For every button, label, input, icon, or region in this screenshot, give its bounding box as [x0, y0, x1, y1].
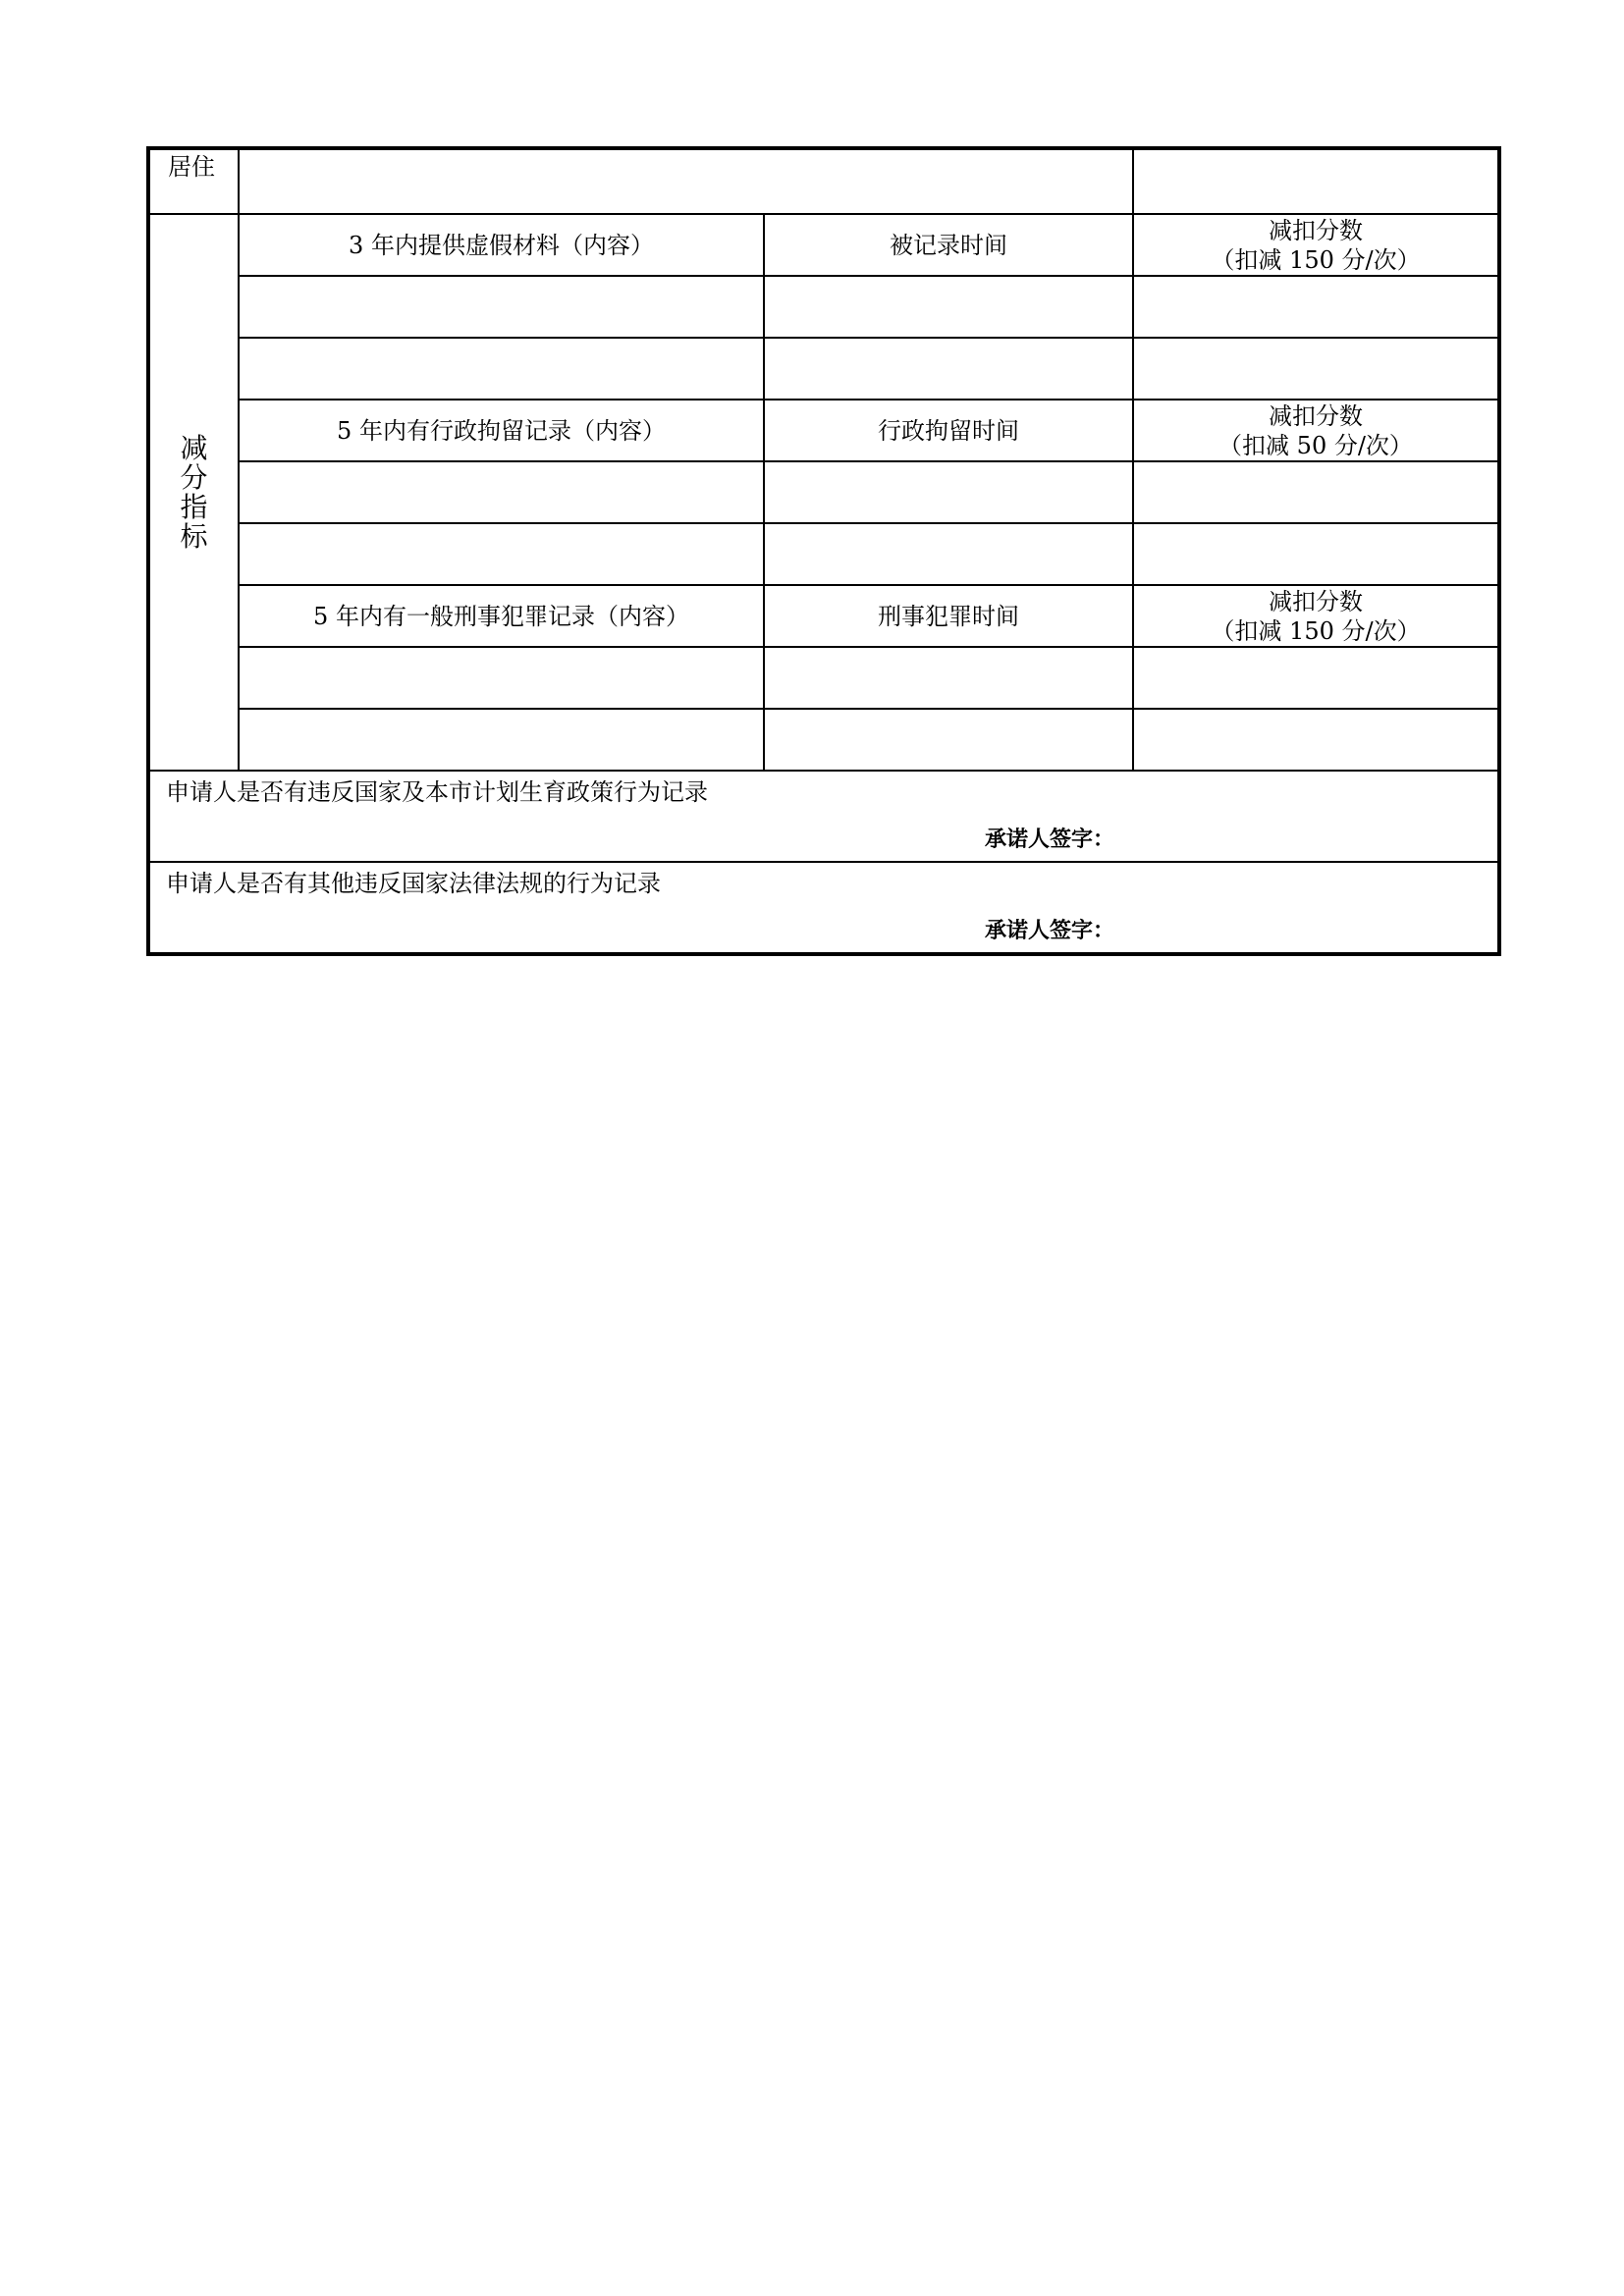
table-row [148, 276, 1499, 338]
residence-row [148, 148, 1499, 214]
group-3-header-row [148, 585, 1499, 647]
commitment-text: 申请人是否有违反国家及本市计划生育政策行为记录 [166, 778, 708, 806]
recorded-time-header: 被记录时间 [764, 214, 1133, 276]
time-input-cell[interactable] [764, 709, 1133, 771]
commitment-row-other-law [148, 862, 1499, 954]
time-input-cell[interactable] [764, 523, 1133, 585]
group-1-header-row [148, 214, 1499, 276]
content-input-cell[interactable] [239, 338, 764, 400]
commitment-text: 申请人是否有其他违反国家法律法规的行为记录 [166, 870, 661, 897]
score-input-cell[interactable] [1133, 338, 1499, 400]
commitment-row-family-planning [148, 771, 1499, 862]
score-header-rate: （扣减 50 分/次） [1218, 431, 1413, 459]
points-deduction-table [146, 146, 1501, 956]
score-input-cell[interactable] [1133, 709, 1499, 771]
commitment-cell[interactable] [148, 862, 1499, 954]
table-row [148, 709, 1499, 771]
score-header-title: 减扣分数 [1269, 401, 1363, 430]
table-row [148, 523, 1499, 585]
score-header-rate: （扣减 150 分/次） [1211, 616, 1421, 645]
content-input-cell[interactable] [239, 523, 764, 585]
time-input-cell[interactable] [764, 338, 1133, 400]
residence-value-cell[interactable] [239, 148, 1133, 214]
side-label-char: 标 [180, 519, 208, 553]
score-header-title: 减扣分数 [1269, 587, 1363, 615]
criminal-content-header: 5 年内有一般刑事犯罪记录（内容） [239, 585, 764, 647]
detention-time-header: 行政拘留时间 [764, 400, 1133, 461]
table-row [148, 338, 1499, 400]
content-input-cell[interactable] [239, 461, 764, 523]
score-header [1133, 400, 1499, 461]
score-input-cell[interactable] [1133, 647, 1499, 709]
score-header [1133, 585, 1499, 647]
score-input-cell[interactable] [1133, 461, 1499, 523]
commitment-cell[interactable] [148, 771, 1499, 862]
time-input-cell[interactable] [764, 461, 1133, 523]
content-input-cell[interactable] [239, 276, 764, 338]
content-input-cell[interactable] [239, 709, 764, 771]
detention-content-header: 5 年内有行政拘留记录（内容） [239, 400, 764, 461]
group-2-header-row [148, 400, 1499, 461]
criminal-time-header: 刑事犯罪时间 [764, 585, 1133, 647]
side-label-char: 指 [180, 490, 208, 523]
deduction-section-label [148, 214, 239, 771]
time-input-cell[interactable] [764, 276, 1133, 338]
score-header [1133, 214, 1499, 276]
residence-label: 居住 [148, 148, 239, 214]
score-input-cell[interactable] [1133, 523, 1499, 585]
signature-label: 承诺人签字： [985, 828, 1115, 852]
signature-label: 承诺人签字： [985, 919, 1115, 943]
false-material-content-header: 3 年内提供虚假材料（内容） [239, 214, 764, 276]
score-header-title: 减扣分数 [1269, 216, 1363, 244]
time-input-cell[interactable] [764, 647, 1133, 709]
side-label-char: 分 [180, 460, 208, 494]
table-row [148, 461, 1499, 523]
residence-score-cell[interactable] [1133, 148, 1499, 214]
side-label-char: 减 [180, 431, 208, 464]
score-header-rate: （扣减 150 分/次） [1211, 245, 1421, 274]
content-input-cell[interactable] [239, 647, 764, 709]
table-row [148, 647, 1499, 709]
score-input-cell[interactable] [1133, 276, 1499, 338]
